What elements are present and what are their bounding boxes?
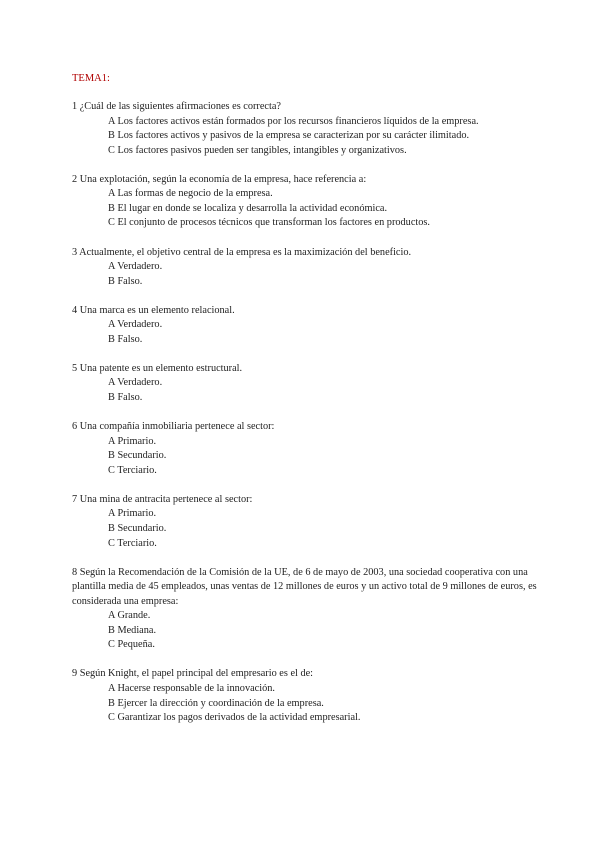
answer-option-a: A Grande. [108, 610, 151, 622]
answer-option-b: B Los factores activos y pasivos de la empresa se caracterizan por su carácter ilimitado. [108, 130, 470, 142]
answer-option-c: C Garantizar los pagos derivados de la actividad empresarial. [108, 712, 361, 724]
question-text: 6 Una compañía inmobiliaria pertenece al sector: [72, 421, 275, 433]
question-text: 3 Actualmente, el objetivo central de la empresa es la maximización del beneficio. [72, 246, 412, 258]
answer-option-b: B Falso. [108, 392, 143, 404]
answer-option-c: C Los factores pasivos pueden ser tangibles, intangibles y organizativos. [108, 144, 407, 156]
answer-option-a: A Verdadero. [108, 319, 163, 331]
question-text: 4 Una marca es un elemento relacional. [72, 304, 235, 316]
question-text: 1 ¿Cuál de las siguientes afirmaciones es correcta? [72, 101, 281, 112]
question-9 [72, 667, 542, 725]
answer-option-a: A Hacerse responsable de la innovación. [108, 682, 275, 694]
question-4 [72, 304, 542, 348]
question-text: 5 Una patente es un elemento estructural. [72, 362, 243, 374]
answer-option-c: C Pequeña. [108, 639, 155, 651]
question-2 [72, 173, 542, 231]
question-text: 2 Una explotación, según la economía de la empresa, hace referencia a: [72, 173, 367, 185]
answer-option-b: B Mediana. [108, 624, 157, 636]
document-page [72, 72, 542, 740]
answer-option-a: A Verdadero. [108, 261, 163, 273]
answer-option-a: A Primario. [108, 508, 157, 520]
answer-option-a: A Primario. [108, 435, 157, 447]
section-title: TEMA1: [72, 73, 110, 84]
answer-option-b: B Falso. [108, 333, 143, 345]
answer-option-b: B Secundario. [108, 523, 167, 534]
question-text: 8 Según la Recomendación de la Comisión de la UE, de 6 de mayo de 2003, una sociedad cooperativa con una plantilla media de 45 empleados, unas ventas de 12 millones de euros y un activo total de 9 millones de euros, es considerada una empresa: [72, 566, 537, 607]
question-5 [72, 362, 542, 406]
answer-option-b: B Secundario. [108, 450, 167, 462]
question-6 [72, 420, 542, 478]
question-3 [72, 246, 542, 290]
answer-option-b: B Falso. [108, 275, 143, 287]
answer-option-b: B El lugar en donde se localiza y desarrolla la actividad económica. [108, 202, 388, 214]
question-8 [72, 566, 542, 653]
answer-option-a: A Las formas de negocio de la empresa. [108, 188, 273, 200]
answer-option-c: C El conjunto de procesos técnicos que transforman los factores en productos. [108, 217, 430, 229]
answer-option-b: B Ejercer la dirección y coordinación de la empresa. [108, 697, 324, 709]
answer-option-a: A Verdadero. [108, 377, 163, 389]
question-text: 9 Según Knight, el papel principal del empresario es el de: [72, 668, 314, 680]
question-1 [72, 100, 542, 158]
question-text: 7 Una mina de antracita pertenece al sector: [72, 493, 253, 505]
answer-option-c: C Terciario. [108, 537, 157, 549]
question-7 [72, 493, 542, 551]
answer-option-a: A Los factores activos están formados por los recursos financieros líquidos de la empresa. [108, 115, 479, 127]
answer-option-c: C Terciario. [108, 464, 157, 476]
